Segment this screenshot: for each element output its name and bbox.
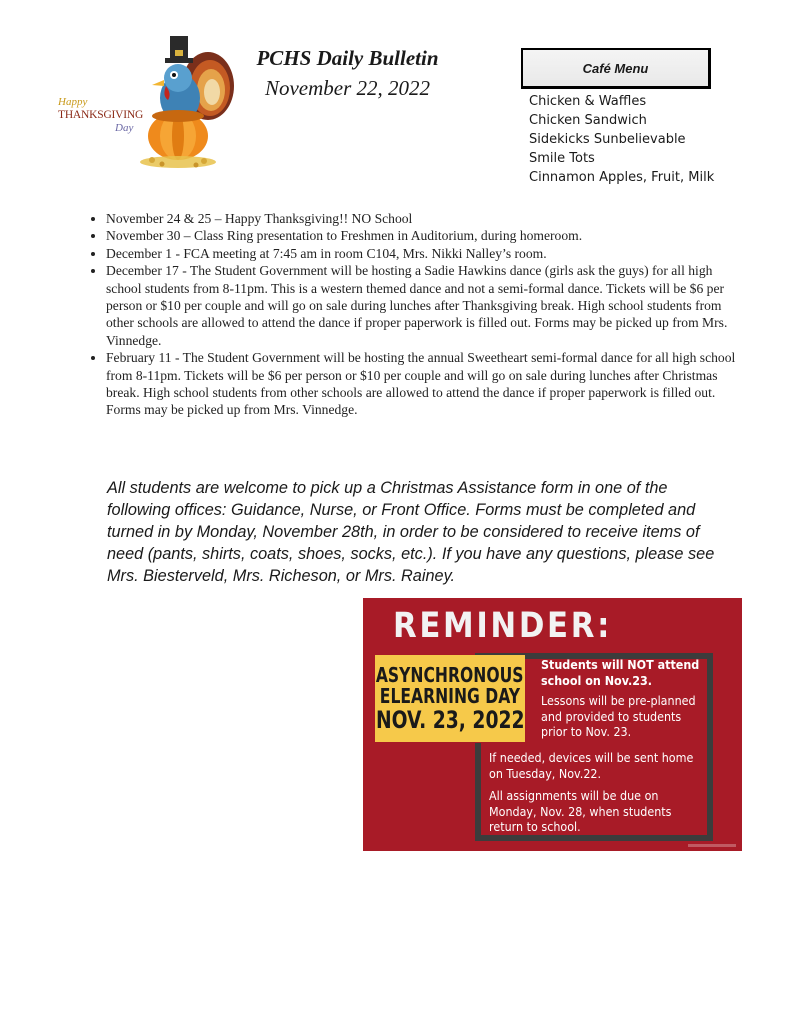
logo-day: Day [115,122,134,134]
turkey-pumpkin-illustration [138,28,238,170]
reminder-line: and provided to students [541,708,682,724]
menu-item: Chicken & Waffles [529,94,647,109]
thanksgiving-logo [58,96,144,134]
menu-item: Chicken Sandwich [529,113,647,128]
reminder-line: school on Nov.23. [541,672,653,688]
menu-item: Cinnamon Apples, Fruit, Milk [529,170,715,185]
christmas-assistance-notice: All students are welcome to pick up a Christmas Assistance form in one of the following offices: Guidance, Nurse, or Front Office. Forms must be completed and turned in by Monday, November 28th, in order to be considered to receive items of need (pants, shirts, coats, shoes, socks, etc.). If you have any questions, please see Mrs. Biesterveld, Mrs. Richeson, or Mrs. Rainey. [107,479,715,585]
menu-item: Sidekicks Sunbelievable [529,132,686,147]
announcement-item: • November 30 – Class Ring presentation to Freshmen in Auditorium, during homeroom. [106,227,746,244]
badge-date: NOV. 23, 2022 [375,705,525,734]
poster-frame-left [475,743,481,841]
announcement-item: • February 11 - The Student Government will be hosting the annual Sweetheart semi-formal dance for all high school from 8-11pm. Tickets will be $6 per person or $10 per couple and will go on sale during lunches after Christmas break. High school students from other schools are allowed to attend the dance if proper paperwork is filled out. Forms may be picked up from Mrs. Vinnedge. [106,349,746,419]
announcement-item: • November 24 & 25 – Happy Thanksgiving!! NO School [106,210,746,227]
poster-fine-print [688,844,736,847]
pilgrim-hat [170,36,188,60]
announcement-item: • December 1 - FCA meeting at 7:45 am in room C104, Mrs. Nikki Nalley’s room. [106,245,746,262]
turkey-head [164,64,192,92]
badge-line: ELEARNING DAY [379,683,521,708]
logo-happy: Happy [58,96,88,108]
reminder-point-no-school [541,657,699,688]
badge-line: ASYNCHRONOUS [376,662,524,687]
cafe-menu-title [521,48,711,89]
reminder-line: Lessons will be pre-planned [541,693,696,708]
pumpkin [148,110,208,160]
reminder-point-assignments [489,788,671,835]
bulletin-date: November 22, 2022 [264,76,431,100]
reminder-line: All assignments will be due on [489,788,659,803]
cafe-menu-list [529,92,714,187]
reminder-heading: REMINDER: [393,606,613,646]
turkey-beak [152,80,164,86]
reminder-line: return to school. [489,819,581,834]
announcement-item: • December 17 - The Student Government will be hosting a Sadie Hawkins dance (girls ask the guys) for all high school students from 8-11pm. This is a western themed dance and not a semi-formal dance. Tickets will be $6 per person or $10 per couple and will go on sale during lunches after Thanksgiving break. High school students from other schools are allowed to attend the dance if proper paperwork is filled out. Forms may be picked up from Mrs. Vinnedge. [106,262,746,349]
bulletin-header [240,44,455,102]
menu-item: Smile Tots [529,151,595,166]
reminder-point-devices [489,750,693,781]
elearning-badge [375,655,525,742]
reminder-line: on Tuesday, Nov.22. [489,765,602,781]
reminder-point-lessons [541,693,696,740]
reminder-line: Students will NOT attend [541,657,700,672]
reminder-line: prior to Nov. 23. [541,724,632,739]
announcement-list [88,210,746,419]
cafe-menu-title-text: Café Menu [582,60,649,76]
logo-thanksgiving: THANKSGIVING [58,109,144,121]
reminder-poster [363,598,742,851]
reminder-line: Monday, Nov. 28, when students [489,803,672,819]
reminder-line: If needed, devices will be sent home [489,750,694,765]
page-title: PCHS Daily Bulletin [256,46,439,70]
